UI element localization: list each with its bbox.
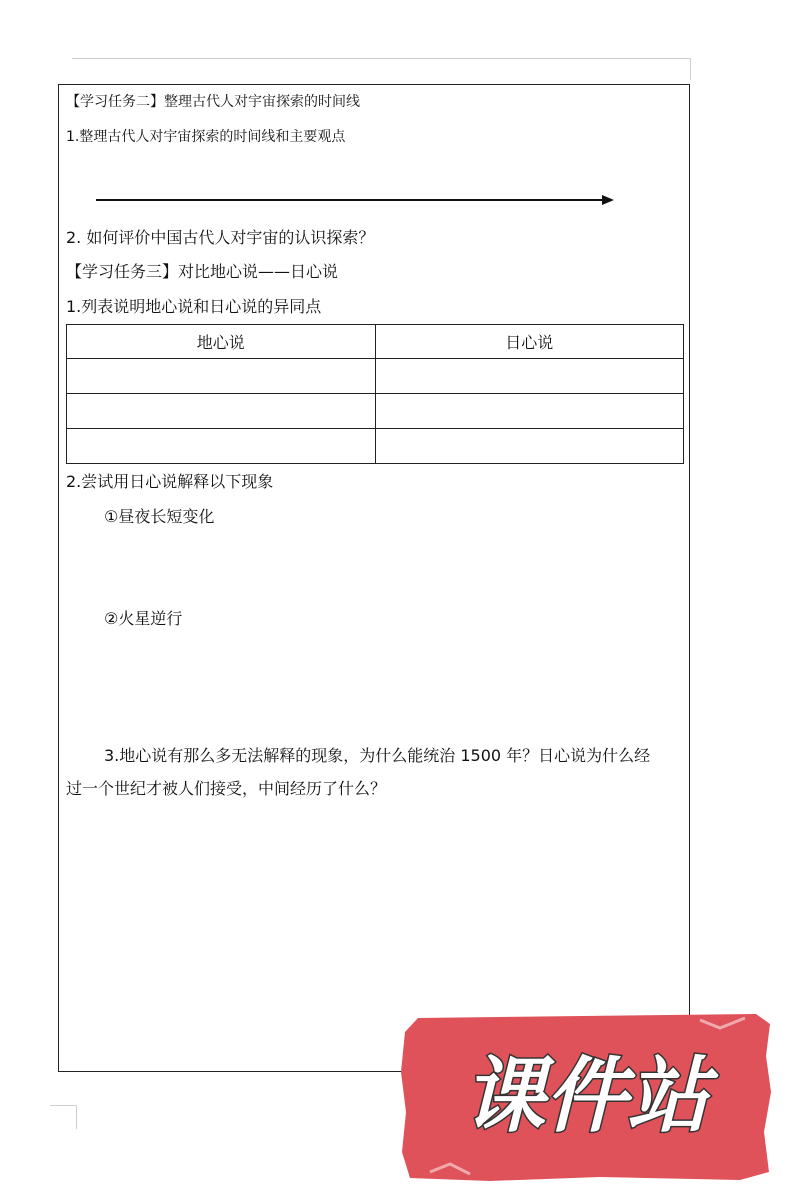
phenomenon-day-night: ①昼夜长短变化	[104, 507, 215, 526]
table-header-row	[67, 325, 684, 359]
task3-question-2: 2.尝试用日心说解释以下现象	[66, 472, 274, 491]
table-cell[interactable]	[67, 394, 376, 429]
table-row	[67, 359, 684, 394]
table-cell[interactable]	[375, 359, 684, 394]
task3-question-3-line-2: 过一个世纪才被人们接受，中间经历了什么？	[66, 779, 387, 798]
crop-mark-bottom-left-v	[76, 1105, 77, 1129]
task3-heading: 【学习任务三】对比地心说——日心说	[66, 262, 339, 281]
phenomenon-mars-retrograde: ②火星逆行	[104, 609, 183, 628]
watermark-stamp	[400, 1012, 772, 1182]
table-cell[interactable]	[375, 429, 684, 464]
table-row	[67, 394, 684, 429]
task2-question-1: 1.整理古代人对宇宙探索的时间线和主要观点	[66, 129, 346, 145]
table-cell[interactable]	[375, 394, 684, 429]
table-cell[interactable]	[67, 359, 376, 394]
comparison-table	[66, 324, 684, 464]
timeline-arrow	[96, 192, 616, 208]
task2-heading: 【学习任务二】整理古代人对宇宙探索的时间线	[66, 94, 360, 110]
table-cell[interactable]	[67, 429, 376, 464]
task3-question-1: 1.列表说明地心说和日心说的异同点	[66, 297, 322, 316]
task3-question-3-line-1: 3.地心说有那么多无法解释的现象，为什么能统治 1500 年？日心说为什么经	[104, 746, 651, 765]
watermark-text: 课件站	[463, 1049, 709, 1144]
header-heliocentric: 日心说	[375, 325, 684, 359]
crop-mark-bottom-left-h	[50, 1105, 76, 1106]
task2-question-2: 2. 如何评价中国古代人对宇宙的认识探索？	[66, 228, 375, 247]
crop-mark-top-right	[690, 58, 691, 80]
table-row	[67, 429, 684, 464]
header-geocentric: 地心说	[67, 325, 376, 359]
crop-mark-top	[72, 58, 690, 59]
